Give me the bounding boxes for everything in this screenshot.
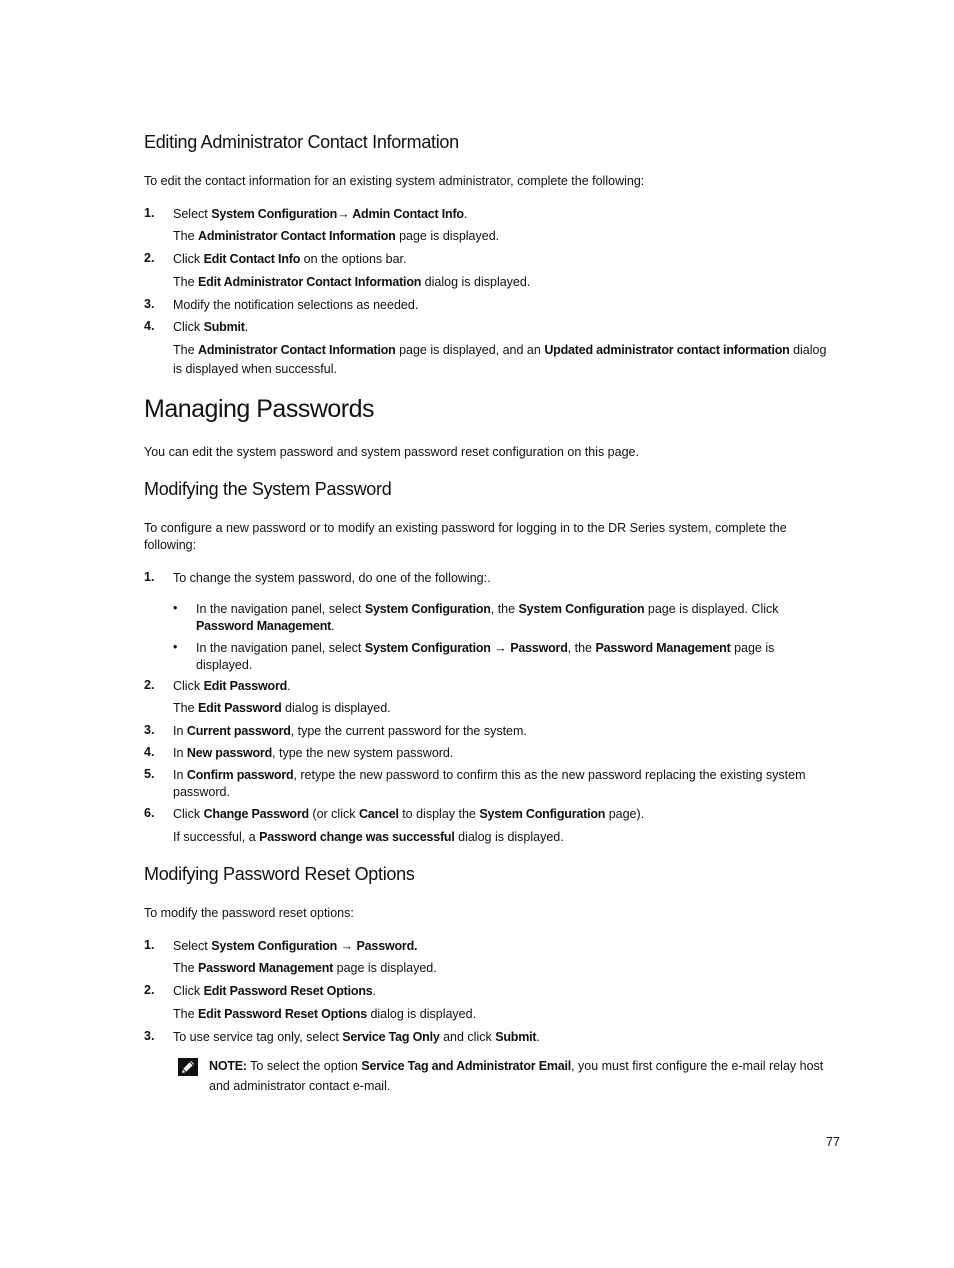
list-item: 1. Select System Configuration→ Admin Contact Info. — [144, 206, 468, 221]
paragraph-s2-intro: You can edit the system password and system password reset configuration on this page. — [144, 445, 639, 459]
heading-modifying-password-reset: Modifying Password Reset Options — [144, 864, 415, 884]
page-number: 77 — [826, 1135, 840, 1149]
paragraph-s1-intro: To edit the contact information for an existing system administrator, complete the following: — [144, 174, 645, 188]
heading-editing-admin-contact: Editing Administrator Contact Information — [144, 132, 459, 152]
note-text: NOTE: To select the option Service Tag and Administrator Email, you must first configure the e-mail relay host and administrator contact e-mail. — [209, 1059, 824, 1093]
note-pencil-icon — [178, 1058, 198, 1076]
heading-managing-passwords: Managing Passwords — [144, 395, 375, 423]
paragraph-s4-intro: To modify the password reset options: — [144, 906, 354, 920]
paragraph-s3-intro: To configure a new password or to modify an existing password for logging in to the DR Series system, complete the following: — [144, 521, 787, 552]
heading-modifying-system-password: Modifying the System Password — [144, 479, 392, 499]
